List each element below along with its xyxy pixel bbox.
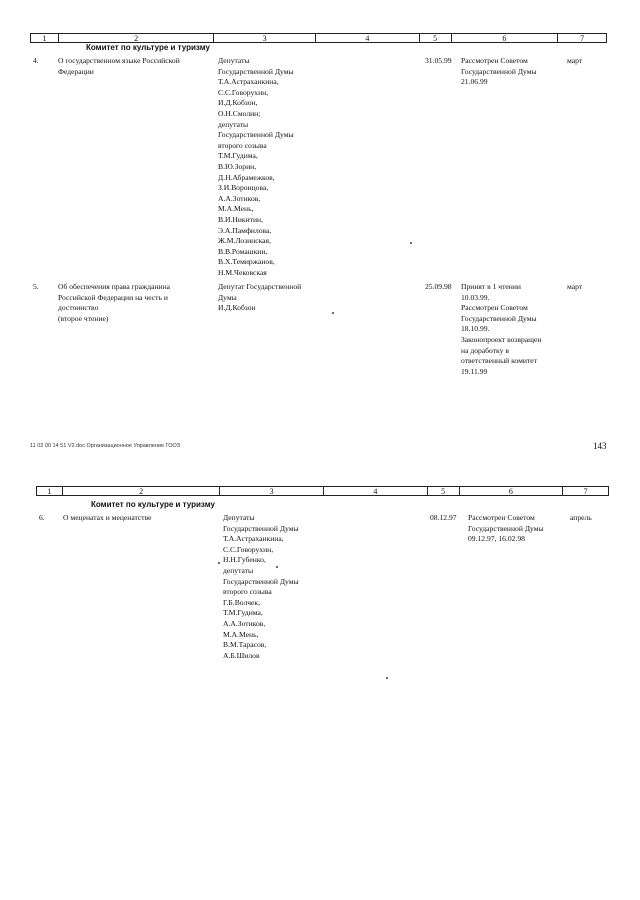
column-header: 6 xyxy=(460,487,564,495)
bill-title: Об обеспечения права гражданина Российской Федерации на честь и достоинство (второе чтение) xyxy=(58,282,171,323)
column-header: 5 xyxy=(428,487,460,495)
bill-title: О государственном языке Российской Федерации xyxy=(58,56,180,76)
bill-authors: Депутат Государственной Думы И.Д.Кобзон xyxy=(218,282,302,313)
bill-status: Рассмотрен Советом Государственной Думы 09.12.97, 16.02.98 xyxy=(468,513,544,544)
bill-status: Принят в 1 чтении 10.03.99. Рассмотрен Советом Государственной Думы 18.10.99. Законопроект возвращен на доработку в ответственный комитет 19.11.99 xyxy=(461,282,542,376)
column-header: 3 xyxy=(214,34,316,42)
column-header: 5 xyxy=(420,34,452,42)
bill-status: Рассмотрен Советом Государственной Думы 21.06.99 xyxy=(461,56,537,87)
section-title: Комитет по культуре и туризму xyxy=(91,500,215,509)
column-header: 2 xyxy=(59,34,214,42)
submission-date: 08.12.97 xyxy=(430,513,457,522)
scan-speck xyxy=(218,562,220,564)
submission-date: 25.09.98 xyxy=(425,282,452,291)
page-footer-info: 11 02 00 14 51 V2.doc Организационное Управление ГООЗ xyxy=(30,443,181,449)
column-header: 7 xyxy=(583,487,588,496)
row-number: 5. xyxy=(33,282,39,291)
bill-title: О меценатах и меценатстве xyxy=(63,513,152,522)
section-title: Комитет по культуре и туризму xyxy=(86,43,210,52)
column-header: 7 xyxy=(580,34,585,43)
column-header: 4 xyxy=(324,487,428,495)
scan-speck xyxy=(386,677,388,679)
row-number: 4. xyxy=(33,56,39,65)
row-number: 6. xyxy=(39,513,45,522)
column-header: 4 xyxy=(316,34,420,42)
bill-authors: Депутаты Государственной Думы Т.А.Астраханкина, С.С.Говорухин, И.Д.Кобзон, О.Н.Смолин; депутаты Государственной Думы второго созыва Т.М.Гудима, В.Ю.Зорин, Д.Н.Абрамежков, З.И.Воронцова, А.А.Зотиков, М.А.Мень, В.И.Никитин, Э.А.Памфилова, Ж.М.Лозинская, В.В.Ромашкин, В.Х.Темиржанов, Н.М.Чековская xyxy=(218,56,294,277)
column-header: 3 xyxy=(220,487,324,495)
scan-speck xyxy=(332,312,334,314)
submission-date: 31.05.99 xyxy=(425,56,452,65)
column-header: 6 xyxy=(452,34,559,42)
planned-month: март xyxy=(567,56,583,65)
table-header-row-page1 xyxy=(30,33,607,43)
scan-speck xyxy=(410,242,412,244)
bill-authors: Депутаты Государственной Думы Т.А.Астраханкина, С.С.Говорухин, Н.Н.Губенко, депутаты Государственной Думы второго созыва Г.Б.Волчек, Т.М.Гудима, А.А.Зотиков, М.А.Мень, В.М.Тарасов, А.Б.Шилов xyxy=(223,513,299,660)
column-header: 1 xyxy=(31,34,59,42)
column-header: 2 xyxy=(63,487,220,495)
scan-speck xyxy=(276,566,278,568)
planned-month: март xyxy=(567,282,583,291)
column-header: 1 xyxy=(37,487,63,495)
page-number: 143 xyxy=(593,441,607,451)
planned-month: апрель xyxy=(570,513,592,522)
table-header-row-page2 xyxy=(36,486,609,496)
